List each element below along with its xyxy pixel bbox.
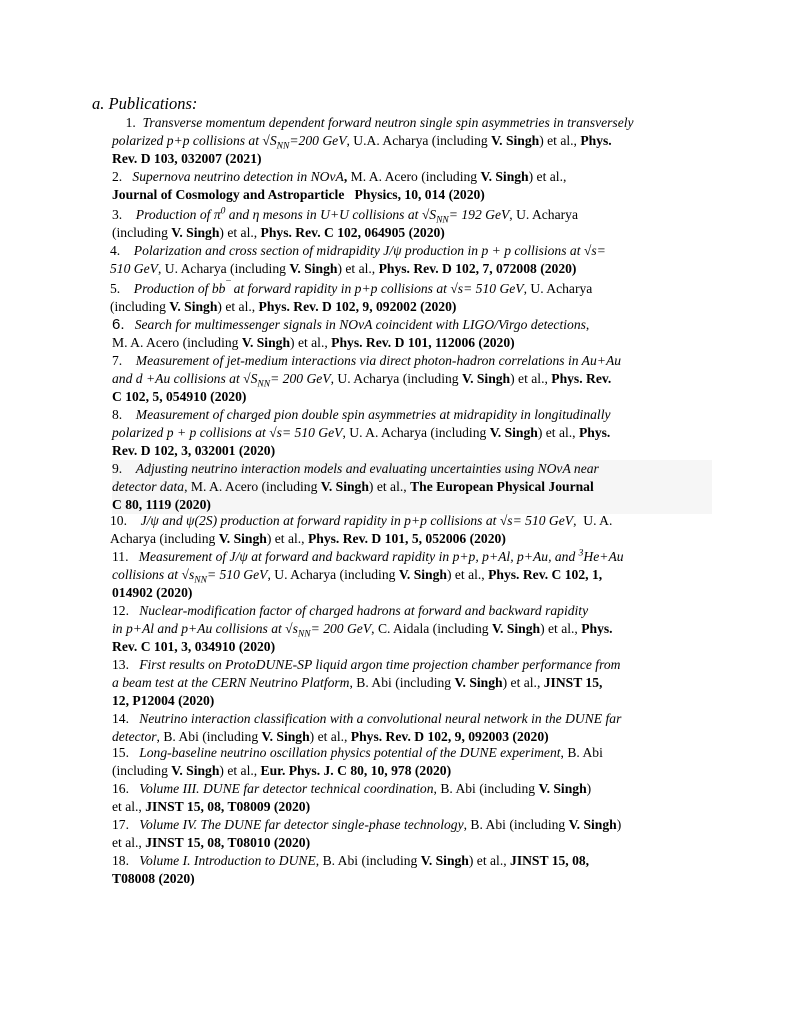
publication-entry	[110, 242, 710, 278]
bold-text: V. Singh	[538, 781, 587, 796]
italic-text: First results on ProtoDUNE-SP liquid argon time projection chamber performance from	[139, 657, 621, 672]
italic-text: =200 GeV	[289, 133, 347, 148]
text-segment: ) et al.,	[540, 621, 582, 636]
publication-entry	[112, 548, 712, 602]
bold-text: V. Singh	[462, 371, 511, 386]
bold-text: Phys. Rev. C 102, 064905 (2020)	[260, 225, 445, 240]
publication-entry	[112, 816, 712, 852]
bold-text: 12, P12004 (2020)	[112, 693, 215, 708]
bold-text: C 80, 1119 (2020)	[112, 497, 211, 512]
bold-text: V. Singh	[169, 299, 218, 314]
bold-text: V. Singh	[489, 425, 538, 440]
text-segment: ) et al.,	[309, 729, 351, 744]
italic-text: Long-baseline neutrino oscillation physics potential of the DUNE experiment	[139, 745, 561, 760]
text-segment: , U. Acharya (including	[157, 261, 290, 276]
publication-line	[112, 602, 712, 620]
italic-text: at forward rapidity in p+p collisions at √s= 510 GeV	[230, 281, 524, 296]
publication-line	[112, 834, 712, 852]
italic-text: Measurement of J/ψ at forward and backward rapidity in p+p, p+Al, p+Au, and	[138, 549, 579, 564]
text-segment: ) et al.,	[539, 133, 581, 148]
bold-text: Phys. Rev. D 102, 9, 092002 (2020)	[258, 299, 457, 314]
italic-text: = 510 GeV	[206, 567, 268, 582]
italic-text: ¯	[225, 280, 231, 291]
publication-line	[112, 674, 712, 692]
text-segment: , C. Aidala (including	[371, 621, 492, 636]
italic-text: Production of bb	[133, 281, 226, 296]
bold-text: C 102, 5, 054910 (2020)	[112, 389, 247, 404]
bold-text: V. Singh	[218, 531, 267, 546]
publication-line	[112, 692, 712, 710]
italic-text: Search for multimessenger signals in NOvA coincident with LIGO/Virgo detections	[134, 317, 586, 332]
text-segment: , U. Acharya (including	[330, 371, 462, 386]
text-segment: , B. Abi (including	[156, 729, 262, 744]
text-segment: ) et al.,	[446, 567, 489, 582]
text-segment: 14.	[112, 711, 140, 726]
publication-line	[112, 424, 712, 442]
publication-entry	[112, 602, 712, 656]
text-segment: , B. Abi (including	[349, 675, 455, 690]
italic-text: polarized p + p collisions at √s= 510 GeV	[112, 425, 343, 440]
text-segment: 11.	[112, 549, 139, 564]
italic-text: Measurement of charged pion double spin asymmetries at midrapidity in longitudinally	[135, 407, 611, 422]
text-segment: , U. A. Acharya (including	[342, 425, 490, 440]
text-segment: )	[616, 817, 622, 832]
publication-line	[112, 798, 712, 816]
text-segment: ) et al.,	[266, 531, 308, 546]
italic-text: Volume III. DUNE far detector technical coordination	[139, 781, 434, 796]
italic-text: detector data	[112, 479, 185, 494]
text-segment: (including	[110, 299, 170, 314]
publication-line	[110, 280, 710, 298]
text-segment: ) et al.,	[337, 261, 379, 276]
bold-text: Phys. Rev. D 102, 7, 072008 (2020)	[378, 261, 577, 276]
publication-line	[112, 224, 712, 242]
publication-line	[112, 316, 712, 334]
publication-entry	[112, 406, 712, 460]
italic-text: = 200 GeV	[270, 371, 331, 386]
publication-entry	[110, 512, 710, 548]
bold-text: V. Singh	[171, 763, 220, 778]
publication-line	[112, 388, 712, 406]
italic-text: J/ψ and ψ(2S) production at forward rapidity in p+p collisions at √s= 510 GeV	[140, 513, 574, 528]
publication-line	[112, 620, 712, 638]
text-segment: (including	[112, 225, 172, 240]
publication-line	[112, 442, 712, 460]
bold-text: Eur. Phys. J. C 80, 10, 978 (2020)	[260, 763, 452, 778]
publication-entry	[112, 316, 712, 352]
publication-entry	[112, 780, 712, 816]
publication-line	[112, 460, 712, 478]
bold-text: V. Singh	[241, 335, 291, 350]
publication-line	[112, 870, 712, 888]
publication-line	[110, 512, 710, 530]
publication-line	[112, 132, 712, 150]
italic-text: Measurement of jet-medium interactions via direct photon-hadron correlations in Au+Au	[135, 353, 622, 368]
publication-entry	[112, 206, 712, 242]
publication-line	[112, 762, 712, 780]
text-segment: 10.	[110, 513, 141, 528]
bold-text: T08008 (2020)	[112, 871, 195, 886]
text-segment: ) et al.,	[219, 763, 261, 778]
italic-text: detector	[112, 729, 157, 744]
publication-line	[110, 260, 710, 278]
bold-text: V. Singh	[320, 479, 369, 494]
bold-text: Journal of Cosmology and Astroparticle Physics, 10, 014 (2020)	[112, 187, 485, 202]
text-segment: ) et al.,	[537, 425, 579, 440]
text-segment: )	[586, 781, 592, 796]
text-segment: , B. Abi (including	[433, 781, 539, 796]
publication-line	[112, 352, 712, 370]
publication-line	[112, 852, 712, 870]
publication-line	[112, 150, 712, 168]
publication-entry	[112, 352, 712, 406]
bold-text: V. Singh	[420, 853, 469, 868]
bold-text: JINST 15, 08, T08010 (2020)	[145, 835, 311, 850]
text-segment: 12.	[112, 603, 140, 618]
bold-text: V. Singh	[454, 675, 503, 690]
text-segment: Acharya (including	[110, 531, 219, 546]
text-segment: 7.	[112, 353, 136, 368]
italic-text: 3	[578, 548, 584, 559]
bold-text: Phys.	[578, 425, 611, 440]
italic-text: S	[269, 133, 277, 148]
text-segment: 4.	[110, 243, 134, 258]
publication-entry	[112, 744, 712, 780]
bold-text: Phys. Rev.	[551, 371, 612, 386]
text-segment: M. A. Acero (including	[112, 335, 242, 350]
italic-text: NN	[257, 379, 271, 390]
publication-line	[112, 656, 712, 674]
publication-line	[112, 710, 712, 728]
text-segment: 1.	[112, 115, 143, 130]
text-segment	[125, 317, 135, 332]
italic-text: Nuclear-modification factor of charged hadrons at forward and backward rapidity	[139, 603, 589, 618]
publication-entry	[112, 460, 712, 514]
italic-text: a beam test at the CERN Neutrino Platform	[112, 675, 350, 690]
bold-text: V. Singh	[568, 817, 617, 832]
bold-text: Rev. C 101, 3, 034910 (2020)	[112, 639, 276, 654]
publication-line	[112, 206, 712, 224]
italic-text: NN	[194, 575, 207, 586]
text-segment: , U.A. Acharya (including	[346, 133, 492, 148]
text-segment: ) et al.,	[368, 479, 411, 494]
bold-text: Phys. Rev. D 102, 9, 092003 (2020)	[350, 729, 549, 744]
italic-text: = 192 GeV	[448, 207, 510, 222]
bold-text: ,	[343, 169, 348, 184]
italic-text: and d +Au collisions at √S	[112, 371, 258, 386]
bold-text: Phys. Rev. C 102, 1,	[488, 567, 603, 582]
publication-line	[112, 114, 712, 132]
italic-text: He+Au	[583, 549, 624, 564]
italic-text: NN	[276, 141, 290, 152]
text-segment: ) et al.,	[219, 225, 261, 240]
italic-text: Polarization and cross section of midrapidity J/ψ production in p + p collisions at √s=	[133, 243, 606, 258]
text-segment: 6.	[112, 316, 125, 333]
bold-text: Rev. D 103, 032007 (2021)	[112, 151, 262, 166]
italic-text: Production of π	[135, 207, 221, 222]
publication-line	[112, 370, 712, 388]
bold-text: V. Singh	[491, 621, 541, 636]
publication-line	[112, 548, 712, 566]
italic-text: collisions at √s	[112, 567, 195, 582]
italic-text: Adjusting neutrino interaction models and evaluating uncertainties using NOvA near	[135, 461, 599, 476]
bold-text: Phys.	[580, 133, 612, 148]
italic-text: in p+Al and p+Au collisions at √s	[112, 621, 298, 636]
italic-text: Volume I. Introduction to DUNE	[139, 853, 316, 868]
bold-text: Phys.	[581, 621, 613, 636]
text-segment: ,	[585, 317, 590, 332]
text-segment: ) et al.,	[468, 853, 511, 868]
text-segment: ) et al.,	[502, 675, 544, 690]
italic-text: NN	[436, 215, 449, 226]
italic-text: Supernova neutrino detection in NOvA	[132, 169, 344, 184]
text-segment: 15.	[112, 745, 140, 760]
italic-text: Neutrino interaction classification with a convolutional neural network in the DUNE far	[139, 711, 622, 726]
publication-line	[112, 168, 712, 186]
text-segment: ) et al.,	[290, 335, 332, 350]
bold-text: The European Physical Journal	[410, 479, 594, 494]
italic-text: Volume IV. The DUNE far detector single-phase technology	[139, 817, 464, 832]
text-segment: M. A. Acero (including	[347, 169, 481, 184]
publication-entry	[112, 168, 712, 204]
bold-text: V. Singh	[171, 225, 220, 240]
text-segment: , U. Acharya (including	[267, 567, 399, 582]
publication-line	[112, 334, 712, 352]
text-segment: 3.	[112, 207, 136, 222]
publication-line	[112, 816, 712, 834]
text-segment: , B. Abi (including	[315, 853, 421, 868]
text-segment: , U. Acharya	[523, 281, 593, 296]
text-segment: 17.	[112, 817, 140, 832]
publication-line	[110, 242, 710, 260]
italic-text: = 200 GeV	[310, 621, 372, 636]
publication-line	[112, 186, 712, 204]
text-segment: ) et al.,	[510, 371, 552, 386]
text-segment: 8.	[112, 407, 136, 422]
bold-text: V. Singh	[289, 261, 338, 276]
bold-text: V. Singh	[491, 133, 540, 148]
publication-line	[112, 638, 712, 656]
text-segment: et al.,	[112, 799, 146, 814]
publication-line	[112, 584, 712, 602]
text-segment: 13.	[112, 657, 140, 672]
text-segment: ) et al.,	[217, 299, 259, 314]
text-segment: 9.	[112, 461, 136, 476]
bold-text: V. Singh	[398, 567, 447, 582]
text-segment: 18.	[112, 853, 140, 868]
text-segment: ) et al.,	[528, 169, 567, 184]
italic-text: NN	[297, 629, 311, 640]
text-segment: 5.	[110, 281, 134, 296]
publication-entry	[112, 656, 712, 710]
publication-line	[110, 298, 710, 316]
italic-text: polarized p+p collisions at √	[112, 133, 270, 148]
publication-entry	[112, 710, 712, 746]
text-segment: , B. Abi (including	[463, 817, 569, 832]
italic-text: and η mesons in U+U collisions at √S	[225, 207, 437, 222]
bold-text: Phys. Rev. D 101, 112006 (2020)	[331, 335, 515, 350]
publication-entry	[110, 280, 710, 316]
section-heading: a. Publications:	[92, 94, 198, 113]
publication-line	[110, 530, 710, 548]
bold-text: 014902 (2020)	[112, 585, 193, 600]
publication-line	[112, 478, 712, 496]
bold-text: JINST 15, 08, T08009 (2020)	[145, 799, 311, 814]
text-segment: et al.,	[112, 835, 146, 850]
bold-text: Phys. Rev. D 101, 5, 052006 (2020)	[307, 531, 506, 546]
publication-line	[112, 744, 712, 762]
publication-entry	[112, 852, 712, 888]
publication-line	[112, 566, 712, 584]
italic-text: Transverse momentum dependent forward neutron single spin asymmetries in transversely	[142, 115, 634, 130]
publication-line	[112, 780, 712, 798]
italic-text: 510 GeV	[110, 261, 158, 276]
text-segment: (including	[112, 763, 172, 778]
text-segment: , U. Acharya	[509, 207, 578, 222]
text-segment: , M. A. Acero (including	[184, 479, 321, 494]
text-segment: , U. A.	[573, 513, 613, 528]
text-segment: 2.	[112, 169, 133, 184]
publication-line	[112, 406, 712, 424]
bold-text: V. Singh	[480, 169, 529, 184]
publication-entry	[112, 114, 712, 168]
text-segment: , B. Abi	[560, 745, 603, 760]
bold-text: V. Singh	[261, 729, 310, 744]
text-segment: 16.	[112, 781, 140, 796]
bold-text: JINST 15,	[543, 675, 603, 690]
italic-text: 0	[220, 206, 226, 217]
bold-text: Rev. D 102, 3, 032001 (2020)	[112, 443, 276, 458]
bold-text: JINST 15, 08,	[510, 853, 590, 868]
